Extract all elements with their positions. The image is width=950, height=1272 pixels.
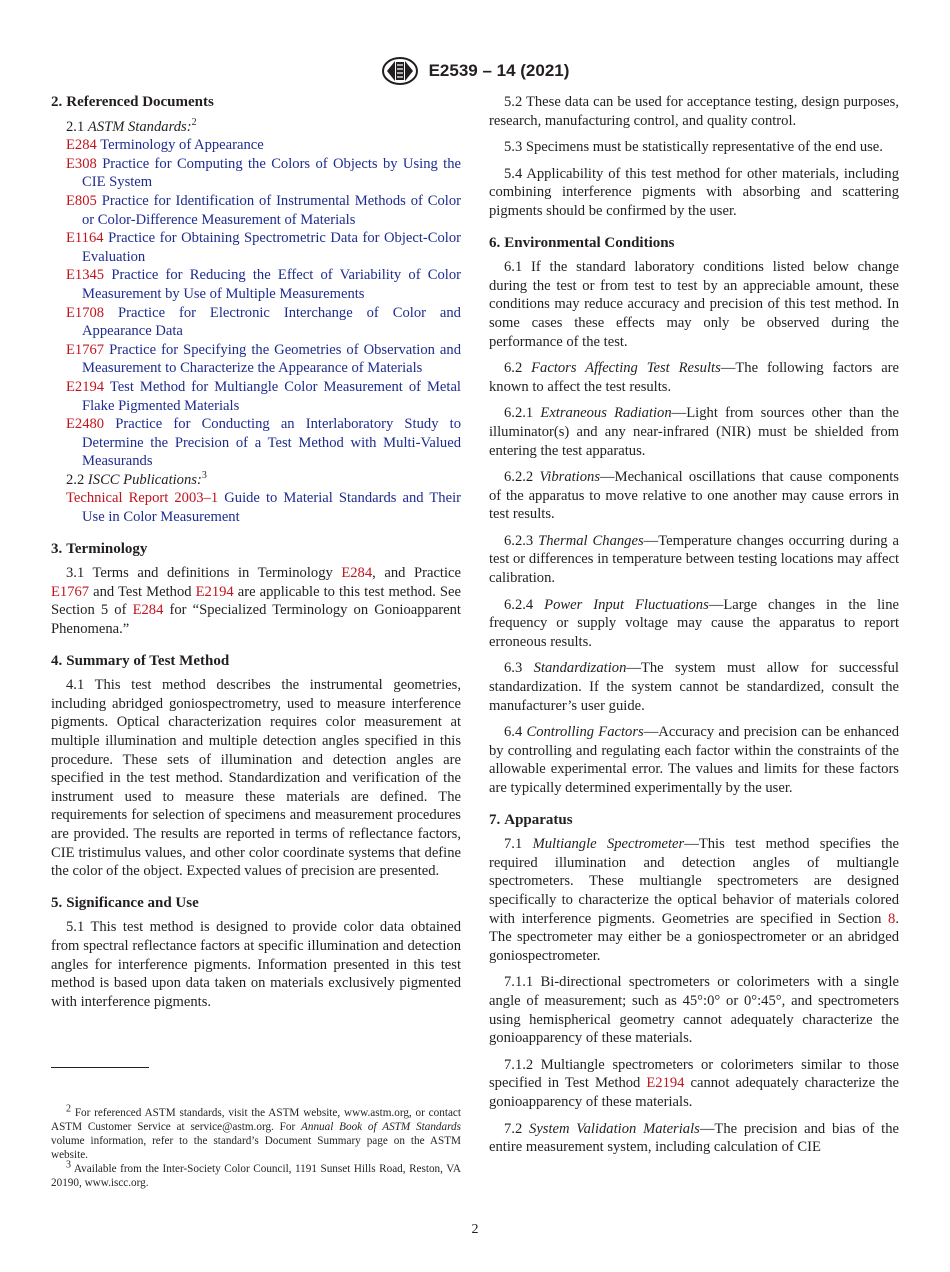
section-7-heading: 7. Apparatus — [489, 811, 573, 828]
paragraph-6-2-1: 6.2.1 Extraneous Radiation—Light from sources other than the illuminator(s) and any near-infrared (NIR) must be shielded from entering the test apparatus. — [489, 405, 899, 459]
section-3 — [51, 540, 461, 639]
paragraph-3-1: 3.1 Terms and definitions in Terminology E284, and Practice E1767 and Test Method E2194 are applicable to this test method. See Section 5 of E284 for “Specialized Terminology on Gonioapparent Phenomena.” — [51, 565, 461, 638]
right-column — [489, 93, 899, 1157]
link-e1767[interactable]: E1767 — [51, 583, 90, 600]
paragraph-6-4: 6.4 Controlling Factors—Accuracy and precision can be enhanced by controlling and regulating each factor within the constraints of the allowable experimental error. The values and limits for these factors are typically determined experimentally by the user. — [489, 724, 899, 796]
section-4-heading: 4. Summary of Test Method — [51, 652, 230, 669]
designation: E2539 – 14 (2021) — [428, 61, 570, 80]
paragraph-5-1: 5.1 This test method is designed to provide color data obtained from spectral reflectance factors at specific illumination and detection angles for interference pigments. Information presented in this test method is based upon data taken on materials exclusively pigmented with interference pigments. — [51, 919, 461, 1010]
subsection-2-1: 2.1 ASTM Standards:$^2$ — [66, 116, 197, 135]
ref-e1164[interactable]: E1164 Practice for Obtaining Spectrometric Data for Object-Color Evaluation — [66, 230, 461, 265]
paragraph-7-2: 7.2 System Validation Materials—The precision and bias of the entire measurement system, including calculation of CIE — [489, 1120, 899, 1156]
footnote-3: $^3$ Available from the Inter-Society Color Council, 1191 Sunset Hills Road, Reston, VA 20190, www.iscc.org. — [51, 1159, 461, 1189]
paragraph-5-4: 5.4 Applicability of this test method for other materials, including combining interference pigments with absorbing and scattering pigments should be confirmed by the user. — [489, 165, 899, 219]
section-2-heading: 2. Referenced Documents — [51, 94, 214, 110]
section-5 — [51, 894, 461, 1012]
ref-e1345[interactable]: E1345 Practice for Reducing the Effect of Variability of Color Measurement by Use of Multiple Measurements — [66, 267, 462, 302]
section-6-heading: 6. Environmental Conditions — [489, 234, 675, 251]
paragraph-6-2-4: 6.2.4 Power Input Fluctuations—Large changes in the line frequency or supply voltage may cause the apparatus to report erroneous results. — [489, 596, 899, 650]
ref-e1767[interactable]: E1767 Practice for Specifying the Geometries of Observation and Measurement to Characterize the Appearance of Materials — [66, 341, 461, 377]
section-2 — [51, 93, 461, 527]
ref-e2480[interactable]: E2480 Practice for Conducting an Interlaboratory Study to Determine the Precision of a Test Method with Multi-Valued Measurands — [66, 416, 461, 470]
left-column — [51, 93, 461, 1024]
astm-logo-icon — [381, 56, 419, 86]
paragraph-5-2: 5.2 These data can be used for acceptance testing, design purposes, research, manufacturing control, and quality control. — [489, 94, 899, 129]
link-section-8[interactable]: 8 — [888, 910, 896, 927]
paragraph-7-1-2: 7.1.2 Multiangle spectrometers or colorimeters similar to those specified in Test Method E2194 cannot adequately characterize the gonioapparency of these materials. — [489, 1056, 899, 1110]
ref-e805[interactable]: E805 Practice for Identification of Instrumental Methods of Color or Color-Difference Measurement of Materials — [66, 192, 461, 228]
section-7 — [489, 811, 899, 1157]
paragraph-6-1: 6.1 If the standard laboratory conditions listed below change during the test or from test to test by an appreciable amount, these conditions may reduce accuracy and precision of this test method. In some cases these effects may only be observed during the performance of the test. — [489, 259, 899, 350]
section-5-heading: 5. Significance and Use — [51, 894, 199, 911]
ref-iscc-report[interactable]: Technical Report 2003–1 Guide to Material Standards and Their Use in Color Measurement — [66, 490, 461, 526]
section-6 — [489, 234, 899, 798]
ref-e1708[interactable]: E1708 Practice for Electronic Interchange of Color and Appearance Data — [66, 304, 461, 340]
section-4 — [51, 652, 461, 881]
paragraph-7-1-1: 7.1.1 Bi-directional spectrometers or colorimeters with a single angle of measurement; such as 45°:0° or 0°:45°, and spectrometers using hemispherical geometry cannot adequately characterize the gonioapparency of these materials. — [489, 974, 899, 1047]
link-e284[interactable]: E284 — [341, 565, 373, 582]
link-e2194[interactable]: E2194 — [195, 583, 234, 600]
paragraph-6-3: 6.3 Standardization—The system must allow for successful standardization. If the system cannot be standardized, consult the manufacturer’s user guide. — [489, 660, 899, 714]
footnote-2: $^2$ For referenced ASTM standards, visit the ASTM website, www.astm.org, or contact ASTM Customer Service at service@astm.org. For Annual Book of ASTM Standards volume information, refer to the standard’s Document Summary page on the ASTM website. — [51, 1103, 461, 1161]
paragraph-6-2-3: 6.2.3 Thermal Changes—Temperature changes occurring during a test or differences in temperature between testing locations may affect calibration. — [489, 532, 900, 587]
paragraph-6-2: 6.2 Factors Affecting Test Results—The following factors are known to affect the test results. — [489, 360, 900, 395]
link-e284-2[interactable]: E284 — [132, 602, 164, 619]
footnote-divider — [51, 1067, 149, 1068]
astm-reference-list — [51, 136, 461, 471]
ref-e2194[interactable]: E2194 Test Method for Multiangle Color Measurement of Metal Flake Pigmented Materials — [66, 378, 461, 414]
footnotes — [51, 1103, 461, 1190]
section-3-heading: 3. Terminology — [51, 540, 148, 557]
link-e2194-2[interactable]: E2194 — [646, 1075, 685, 1092]
page-number: 2 — [471, 1222, 479, 1237]
paragraph-7-1: 7.1 Multiangle Spectrometer—This test method specifies the required illumination and detection angles of multiangle spectrometers. These multiangle spectrometers are designed specifically to characterize the optical behavior of materials colored with interference pigments. Geometries are specified in Section 8. The spectrometer may either be a goniospectrometer or an abridged goniospectrometer. — [489, 836, 899, 964]
ref-e308[interactable]: E308 Practice for Computing the Colors of Objects by Using the CIE System — [66, 155, 461, 191]
paragraph-6-2-2: 6.2.2 Vibrations—Mechanical oscillations that cause components of the apparatus to move relative to one another may cause errors in test results. — [489, 469, 899, 523]
page-header — [0, 56, 950, 86]
ref-e284[interactable]: E284 Terminology of Appearance — [66, 137, 264, 154]
paragraph-5-3: 5.3 Specimens must be statistically representative of the end use. — [504, 139, 883, 156]
paragraph-4-1: 4.1 This test method describes the instrumental geometries, including abridged goniospectrometry, used to measure interference pigments. Optical characterization requires color measurement at multiple illumination and multiple detection angles specified in this procedure. These sets of illumination and detection angles are specified in the test method. Standardization and verification of the instrument used to measure these materials are defined. The requirements for selection of specimens and measurement procedures are provided. The results are reported in terms of reflectance factors, CIE tristimulus values, and other color coordinate systems that define the color of the object. Expected values of precision are presented. — [51, 677, 461, 880]
subsection-2-2: 2.2 ISCC Publications:$^3$ — [66, 470, 207, 488]
